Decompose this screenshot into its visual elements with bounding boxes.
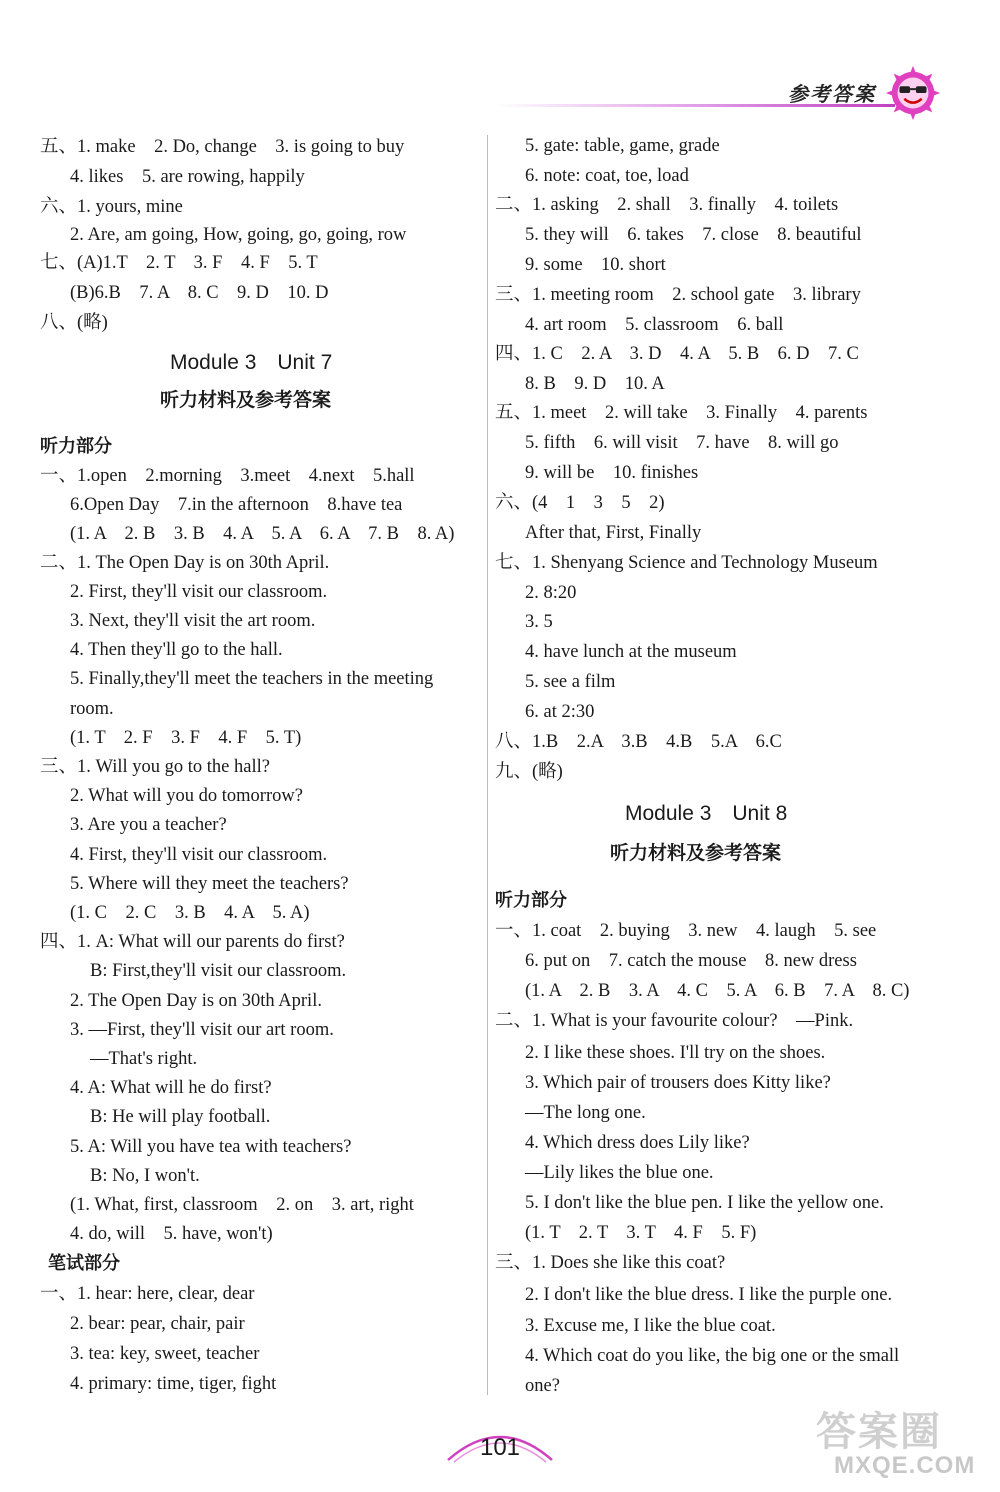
answer-line: (1. What, first, classroom 2. on 3. art, right	[70, 1195, 414, 1215]
section-heading: 听力部分	[40, 436, 112, 457]
answer-line: 3. Excuse me, I like the blue coat.	[525, 1316, 776, 1336]
answer-line: 8. B 9. D 10. A	[525, 374, 665, 394]
answer-line: 9. some 10. short	[525, 255, 666, 275]
answer-line: 八、1.B 2.A 3.B 4.B 5.A 6.C	[495, 732, 782, 752]
answer-line: 4. have lunch at the museum	[525, 642, 737, 662]
section-heading: 笔试部分	[48, 1253, 120, 1274]
answer-line: one?	[525, 1376, 560, 1396]
answer-line: B: He will play football.	[90, 1107, 271, 1127]
answer-line: 一、1. coat 2. buying 3. new 4. laugh 5. see	[495, 921, 877, 941]
answer-line: 5. they will 6. takes 7. close 8. beautiful	[525, 225, 862, 245]
answer-line: —Lily likes the blue one.	[525, 1163, 714, 1183]
answer-line: 5. gate: table, game, grade	[525, 136, 720, 156]
answer-line: 4. Which coat do you like, the big one or the small	[525, 1346, 900, 1366]
page-header	[0, 0, 1000, 130]
answer-line: 3. Next, they'll visit the art room.	[70, 611, 316, 631]
answer-line: 4. likes 5. are rowing, happily	[70, 167, 305, 187]
column-divider	[487, 135, 488, 1395]
answer-line: 2. I don't like the blue dress. I like the purple one.	[525, 1285, 893, 1305]
module-heading: Module 3 Unit 7	[170, 351, 333, 374]
watermark-logo: 答案圈	[816, 1409, 942, 1455]
answer-line: 2. What will you do tomorrow?	[70, 786, 303, 806]
answer-line: 一、1.open 2.morning 3.meet 4.next 5.hall	[40, 466, 415, 486]
watermark-url: MXQE.COM	[834, 1452, 976, 1479]
answer-line: 四、1. A: What will our parents do first?	[40, 932, 345, 952]
answer-line: 3. Are you a teacher?	[70, 815, 227, 835]
answer-line: 2. bear: pear, chair, pair	[70, 1314, 245, 1334]
answer-line: (1. T 2. T 3. T 4. F 5. F)	[525, 1223, 757, 1243]
answer-line: 六、1. yours, mine	[40, 197, 183, 217]
answer-line: 八、(略)	[40, 313, 108, 333]
answer-line: 6. put on 7. catch the mouse 8. new dress	[525, 951, 857, 971]
watermark	[812, 1400, 992, 1488]
answer-line: (1. C 2. C 3. B 4. A 5. A)	[70, 903, 310, 923]
answer-line: 2. I like these shoes. I'll try on the shoes.	[525, 1043, 826, 1063]
section-subtitle: 听力材料及参考答案	[160, 389, 332, 411]
answer-line: After that, First, Finally	[525, 523, 702, 543]
answer-line: 2. 8:20	[525, 583, 577, 603]
section-subtitle: 听力材料及参考答案	[610, 842, 782, 864]
answer-line: (1. A 2. B 3. A 4. C 5. A 6. B 7. A 8. C)	[525, 981, 910, 1001]
answer-line: 二、1. The Open Day is on 30th April.	[40, 553, 330, 573]
answer-line: 4. primary: time, tiger, fight	[70, 1374, 277, 1394]
answer-line: 6. at 2:30	[525, 702, 595, 722]
section-heading: 听力部分	[495, 890, 567, 911]
cartoon-sun-icon	[884, 64, 942, 122]
answer-line: (B)6.B 7. A 8. C 9. D 10. D	[70, 283, 329, 303]
answer-line: 3. Which pair of trousers does Kitty like?	[525, 1073, 831, 1093]
answer-line: 3. tea: key, sweet, teacher	[70, 1344, 260, 1364]
answer-line: 4. Then they'll go to the hall.	[70, 640, 283, 660]
answer-line: 5. Finally,they'll meet the teachers in the meeting	[70, 669, 434, 689]
page-number	[440, 1420, 560, 1470]
answer-line: 6. note: coat, toe, load	[525, 166, 689, 186]
answer-line: 6.Open Day 7.in the afternoon 8.have tea	[70, 495, 403, 515]
answer-line: 5. Where will they meet the teachers?	[70, 874, 349, 894]
answer-line: 5. see a film	[525, 672, 616, 692]
answer-line: 五、1. make 2. Do, change 3. is going to buy	[40, 137, 405, 157]
answer-line: 2. Are, am going, How, going, go, going, row	[70, 225, 407, 245]
answer-line: 三、1. Does she like this coat?	[495, 1253, 726, 1273]
answer-line: (1. A 2. B 3. B 4. A 5. A 6. A 7. B 8. A)	[70, 524, 455, 544]
answer-line: 六、(4 1 3 5 2)	[495, 493, 665, 513]
answer-line: 9. will be 10. finishes	[525, 463, 699, 483]
header-title: 参考答案	[788, 84, 876, 106]
page-number-text: 101	[479, 1434, 521, 1461]
answer-line: room.	[70, 699, 114, 719]
answer-line: 4. do, will 5. have, won't)	[70, 1224, 273, 1244]
answer-line: —That's right.	[90, 1049, 198, 1069]
answer-line: 四、1. C 2. A 3. D 4. A 5. B 6. D 7. C	[495, 344, 859, 364]
answer-line: 五、1. meet 2. will take 3. Finally 4. parents	[495, 403, 868, 423]
answer-line: 一、1. hear: here, clear, dear	[40, 1284, 255, 1304]
answer-line: (1. T 2. F 3. F 4. F 5. T)	[70, 728, 302, 748]
answer-line: 5. I don't like the blue pen. I like the yellow one.	[525, 1193, 884, 1213]
answer-line: 5. fifth 6. will visit 7. have 8. will go	[525, 433, 839, 453]
answer-line: 三、1. Will you go to the hall?	[40, 757, 270, 777]
answer-line: B: No, I won't.	[90, 1166, 200, 1186]
answer-line: 4. art room 5. classroom 6. ball	[525, 315, 784, 335]
module-heading: Module 3 Unit 8	[625, 802, 788, 825]
answer-line: 3. 5	[525, 612, 553, 632]
answer-line: 4. A: What will he do first?	[70, 1078, 272, 1098]
answer-line: 3. —First, they'll visit our art room.	[70, 1020, 334, 1040]
answer-line: 4. First, they'll visit our classroom.	[70, 845, 328, 865]
answer-line: 七、1. Shenyang Science and Technology Museum	[495, 553, 878, 573]
answer-line: 三、1. meeting room 2. school gate 3. library	[495, 285, 861, 305]
answer-line: 4. Which dress does Lily like?	[525, 1133, 750, 1153]
answer-line: 七、(A)1.T 2. T 3. F 4. F 5. T	[40, 253, 318, 273]
answer-line: 2. The Open Day is on 30th April.	[70, 991, 322, 1011]
answer-line: —The long one.	[525, 1103, 646, 1123]
answer-line: 2. First, they'll visit our classroom.	[70, 582, 328, 602]
answer-line: B: First,they'll visit our classroom.	[90, 961, 347, 981]
answer-line: 二、1. asking 2. shall 3. finally 4. toilets	[495, 195, 839, 215]
answer-line: 二、1. What is your favourite colour? —Pink.	[495, 1011, 854, 1031]
answer-line: 九、(略)	[495, 762, 563, 782]
answer-line: 5. A: Will you have tea with teachers?	[70, 1137, 352, 1157]
